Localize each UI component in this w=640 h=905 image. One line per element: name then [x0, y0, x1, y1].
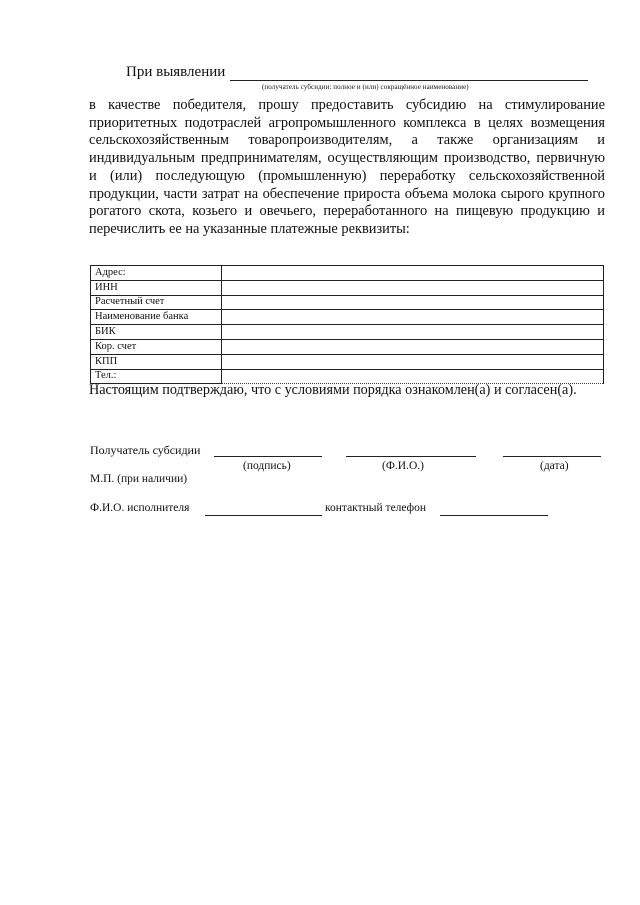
signature-field-line[interactable] [214, 456, 322, 457]
contact-phone-label: контактный телефон [325, 502, 427, 514]
table-row [91, 280, 604, 295]
table-row [91, 310, 604, 325]
table-row [91, 339, 604, 354]
date-field-line[interactable] [503, 456, 601, 457]
requisite-label-phone: Тел.: [91, 369, 222, 384]
requisite-value-bank[interactable] [222, 310, 604, 325]
confirmation-statement: Настоящим подтверждаю, что с условиями порядка ознакомлен(а) и согласен(а). [89, 382, 577, 398]
table-row [91, 266, 604, 281]
requisite-label-corr-account: Кор. счет [91, 339, 222, 354]
request-paragraph: в качестве победителя, прошу предоставить субсидию на стимулирование приоритетных подотраслей агропромышленного комплекса в целях возмещения сельскохозяйственным товаропроизводителям, а также организациям и индивидуальным предпринимателям, осуществляющим производство, первичную и (или) последующую (промышленную) переработку сельскохозяйственной продукции, части затрат на обеспечение прироста объема молока сырого крупного рогатого скота, козьего и овечьего, переработанного на пищевую продукцию и перечислить ее на указанные платежные реквизиты: [89, 97, 605, 237]
recipient-label: Получатель субсидии [90, 443, 201, 457]
full-name-field-line[interactable] [346, 456, 476, 457]
requisite-value-corr-account[interactable] [222, 339, 604, 354]
signature-caption: (подпись) [243, 460, 291, 472]
intro-label: При выявлении [126, 64, 226, 80]
requisite-label-kpp: КПП [91, 354, 222, 369]
requisite-label-bik: БИК [91, 325, 222, 340]
table-row [91, 325, 604, 340]
executor-label: Ф.И.О. исполнителя [90, 502, 190, 514]
requisite-value-inn[interactable] [222, 280, 604, 295]
full-name-caption: (Ф.И.О.) [382, 460, 424, 472]
requisite-label-bank: Наименование банка [91, 310, 222, 325]
requisite-label-address: Адрес: [91, 266, 222, 281]
payment-requisites-table [90, 265, 604, 384]
requisite-value-account[interactable] [222, 295, 604, 310]
date-caption: (дата) [540, 460, 569, 472]
stamp-note: М.П. (при наличии) [90, 473, 188, 485]
executor-name-field-line[interactable] [205, 515, 322, 516]
table-row [91, 295, 604, 310]
table-row [91, 354, 604, 369]
requisite-value-bik[interactable] [222, 325, 604, 340]
requisite-value-address[interactable] [222, 266, 604, 281]
requisite-label-inn: ИНН [91, 280, 222, 295]
requisite-value-kpp[interactable] [222, 354, 604, 369]
recipient-name-caption: (получатель субсидии: полное и (или) сокращённое наименование) [262, 83, 469, 91]
requisite-label-account: Расчетный счет [91, 295, 222, 310]
contact-phone-field-line[interactable] [440, 515, 548, 516]
recipient-name-field-line[interactable] [230, 80, 588, 81]
